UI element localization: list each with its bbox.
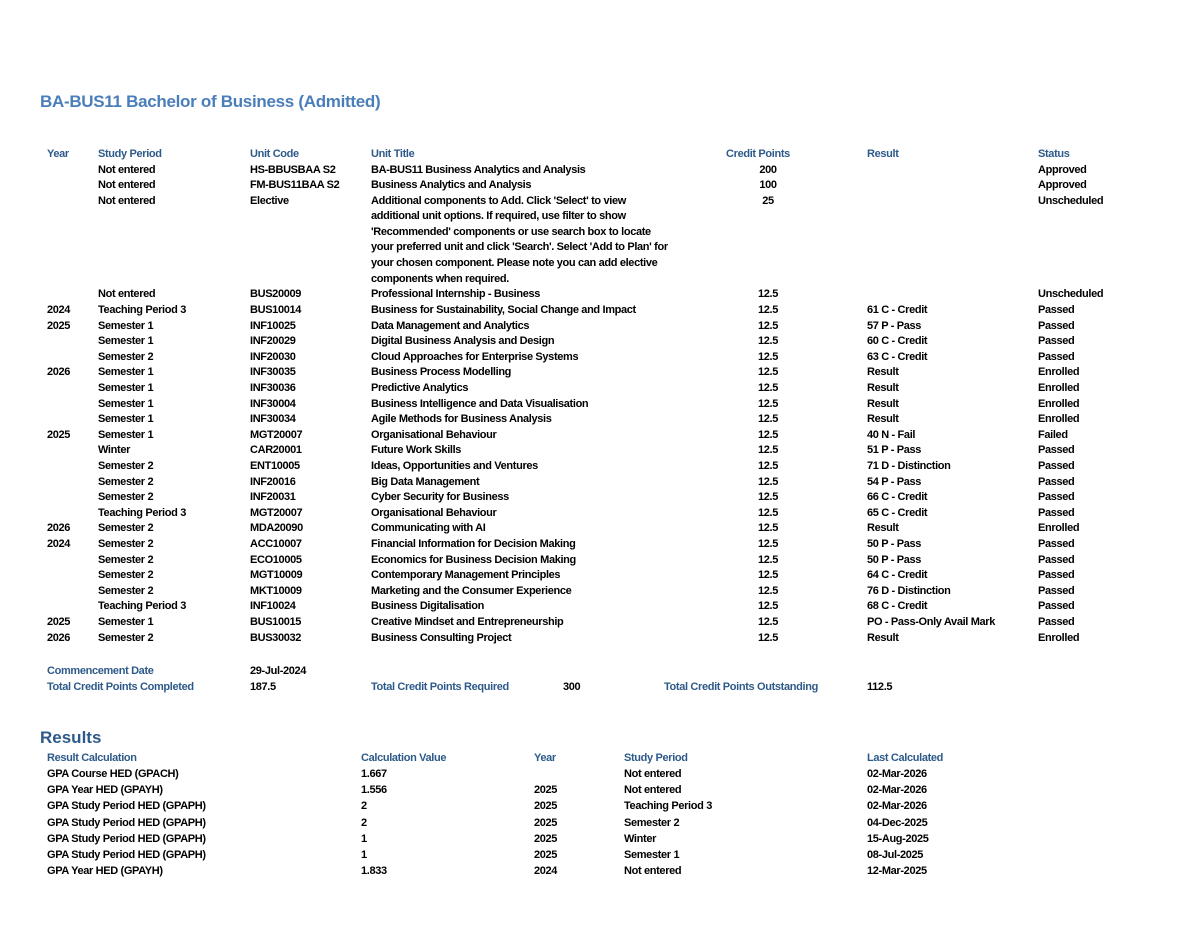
cell-result-calculation: GPA Study Period HED (GPAPH) <box>47 800 206 813</box>
cell-unit-code: CAR20001 <box>250 444 302 457</box>
cell-credit-points: 12.5 <box>757 569 778 582</box>
cell-status: Passed <box>1038 506 1075 519</box>
header-results-year: Year <box>534 752 556 764</box>
cell-unit-title: Economics for Business Decision Making <box>371 553 576 566</box>
cell-status: Passed <box>1038 475 1075 488</box>
cell-unit-title: Business for Sustainability, Social Change and Impact <box>371 303 636 316</box>
table-row <box>0 475 1200 491</box>
cell-unit-title: Business Analytics and Analysis <box>371 179 532 192</box>
cell-year: 2025 <box>534 816 558 829</box>
header-year: Year <box>47 148 69 160</box>
cell-result: 64 C - Credit <box>867 569 928 582</box>
cell-unit-code: FM-BUS11BAA S2 <box>250 179 340 192</box>
cell-credit-points: 12.5 <box>757 553 778 566</box>
cell-result: 51 P - Pass <box>867 444 922 457</box>
table-row <box>0 506 1200 522</box>
table-row <box>0 833 1200 849</box>
results-section-title: Results <box>40 728 102 747</box>
cell-study-period: Semester 2 <box>98 491 154 504</box>
cell-result: 68 C - Credit <box>867 600 928 613</box>
cell-credit-points: 25 <box>762 194 774 207</box>
cell-result: Result <box>867 397 899 410</box>
cell-study-period: Semester 1 <box>98 413 154 426</box>
cell-unit-title: Business Intelligence and Data Visualisation <box>371 397 589 410</box>
credit-points-outstanding-value: 112.5 <box>867 681 893 693</box>
table-row <box>0 428 1200 444</box>
cell-unit-title: Organisational Behaviour <box>371 506 497 519</box>
cell-credit-points: 100 <box>759 179 777 192</box>
cell-last-calculated: 04-Dec-2025 <box>867 816 928 829</box>
table-row <box>0 334 1200 350</box>
table-row <box>0 521 1200 537</box>
cell-result: 76 D - Distinction <box>867 584 951 597</box>
cell-year: 2025 <box>534 849 558 861</box>
cell-calculation-value: 1.667 <box>361 768 387 780</box>
cell-status: Unscheduled <box>1038 288 1104 301</box>
cell-study-period: Semester 2 <box>98 553 154 566</box>
table-row <box>0 397 1200 413</box>
commencement-date-label: Commencement Date <box>47 665 154 677</box>
cell-study-period: Semester 2 <box>98 459 154 472</box>
cell-last-calculated: 15-Aug-2025 <box>867 832 929 845</box>
cell-unit-code: ACC10007 <box>250 537 302 550</box>
cell-unit-title: Predictive Analytics <box>371 381 469 394</box>
cell-study-period: Teaching Period 3 <box>98 303 186 316</box>
cell-unit-code: BUS10014 <box>250 303 302 316</box>
cell-status: Passed <box>1038 569 1075 582</box>
cell-result: Result <box>867 381 899 394</box>
table-row <box>0 163 1200 179</box>
cell-calculation-value: 1 <box>361 849 367 861</box>
cell-credit-points: 12.5 <box>757 288 778 301</box>
cell-unit-code: BUS10015 <box>250 615 302 628</box>
table-row <box>0 490 1200 506</box>
cell-last-calculated: 02-Mar-2026 <box>867 768 927 780</box>
cell-year: 2025 <box>47 428 71 441</box>
cell-study-period: Teaching Period 3 <box>98 506 186 519</box>
cell-result: 65 C - Credit <box>867 506 928 519</box>
cell-result: 40 N - Fail <box>867 428 916 441</box>
header-results-study-period: Study Period <box>624 752 688 764</box>
cell-unit-code: INF30036 <box>250 381 296 394</box>
cell-unit-code: INF10025 <box>250 319 296 332</box>
cell-unit-code: INF30035 <box>250 366 296 379</box>
cell-study-period: Semester 2 <box>98 522 154 535</box>
cell-status: Failed <box>1038 428 1068 441</box>
cell-unit-title: Cloud Approaches for Enterprise Systems <box>371 350 579 363</box>
cell-status: Enrolled <box>1038 522 1080 535</box>
cell-study-period: Not entered <box>624 784 682 797</box>
cell-credit-points: 12.5 <box>757 444 778 457</box>
cell-unit-code: INF30034 <box>250 413 296 426</box>
cell-study-period: Semester 2 <box>624 816 680 829</box>
cell-credit-points: 12.5 <box>757 397 778 410</box>
cell-status: Passed <box>1038 537 1075 550</box>
cell-study-period: Winter <box>98 444 131 457</box>
cell-credit-points: 12.5 <box>757 428 778 441</box>
cell-year: 2026 <box>47 522 71 535</box>
page-title: BA-BUS11 Bachelor of Business (Admitted) <box>40 92 381 111</box>
cell-result: Result <box>867 366 899 379</box>
table-row <box>0 381 1200 397</box>
results-table-header <box>0 752 1200 768</box>
cell-year: 2025 <box>534 784 558 797</box>
cell-credit-points: 12.5 <box>757 584 778 597</box>
cell-study-period: Semester 1 <box>98 428 154 441</box>
cell-study-period: Not entered <box>98 288 156 301</box>
cell-year: 2026 <box>47 631 71 644</box>
cell-credit-points: 12.5 <box>757 366 778 379</box>
cell-year: 2025 <box>47 319 71 332</box>
cell-unit-title: Data Management and Analytics <box>371 319 530 332</box>
cell-credit-points: 200 <box>759 163 777 176</box>
cell-unit-title: Contemporary Management Principles <box>371 569 561 582</box>
cell-study-period: Winter <box>624 832 657 845</box>
table-row <box>0 631 1200 647</box>
cell-status: Enrolled <box>1038 381 1080 394</box>
cell-calculation-value: 1.556 <box>361 784 387 797</box>
cell-study-period: Semester 1 <box>98 366 154 379</box>
cell-unit-code: ECO10005 <box>250 553 302 566</box>
table-row <box>0 350 1200 366</box>
cell-unit-title: Agile Methods for Business Analysis <box>371 413 552 426</box>
cell-unit-title: Creative Mindset and Entrepreneurship <box>371 615 564 628</box>
cell-credit-points: 12.5 <box>757 475 778 488</box>
cell-study-period: Semester 1 <box>624 849 680 861</box>
cell-credit-points: 12.5 <box>757 506 778 519</box>
cell-last-calculated: 12-Mar-2025 <box>867 865 927 878</box>
cell-status: Passed <box>1038 553 1075 566</box>
table-row <box>0 584 1200 600</box>
cell-study-period: Semester 2 <box>98 569 154 582</box>
table-row <box>0 319 1200 335</box>
cell-result: Result <box>867 522 899 535</box>
cell-unit-code: INF20029 <box>250 335 296 348</box>
cell-result: 60 C - Credit <box>867 335 928 348</box>
header-study-period: Study Period <box>98 148 162 160</box>
cell-status: Passed <box>1038 303 1075 316</box>
cell-status: Passed <box>1038 319 1075 332</box>
header-unit-code: Unit Code <box>250 148 299 160</box>
cell-unit-title: Big Data Management <box>371 475 480 488</box>
cell-year: 2024 <box>47 303 71 316</box>
cell-calculation-value: 2 <box>361 816 367 829</box>
commencement-date-value: 29-Jul-2024 <box>250 665 307 677</box>
cell-last-calculated: 02-Mar-2026 <box>867 800 927 813</box>
cell-result: 71 D - Distinction <box>867 459 951 472</box>
cell-study-period: Not entered <box>98 179 156 192</box>
cell-unit-title: Business Consulting Project <box>371 631 512 644</box>
table-row <box>0 537 1200 553</box>
cell-status: Enrolled <box>1038 413 1080 426</box>
credit-points-outstanding-label: Total Credit Points Outstanding <box>664 681 818 693</box>
cell-unit-title: Business Digitalisation <box>371 600 484 613</box>
cell-credit-points: 12.5 <box>757 459 778 472</box>
cell-result-calculation: GPA Year HED (GPAYH) <box>47 865 163 878</box>
header-last-calculated: Last Calculated <box>867 752 944 764</box>
cell-status: Passed <box>1038 600 1075 613</box>
cell-unit-title: Marketing and the Consumer Experience <box>371 584 572 597</box>
header-status: Status <box>1038 148 1070 160</box>
cell-year: 2025 <box>534 800 558 813</box>
table-row <box>0 443 1200 459</box>
cell-status: Passed <box>1038 615 1075 628</box>
cell-credit-points: 12.5 <box>757 631 778 644</box>
cell-credit-points: 12.5 <box>757 413 778 426</box>
cell-result: Result <box>867 631 899 644</box>
cell-unit-code: BUS20009 <box>250 288 302 301</box>
table-row <box>0 865 1200 881</box>
table-row <box>0 365 1200 381</box>
cell-status: Approved <box>1038 179 1087 192</box>
table-row <box>0 412 1200 428</box>
cell-unit-code: ENT10005 <box>250 459 300 472</box>
cell-study-period: Semester 2 <box>98 584 154 597</box>
cell-study-period: Semester 2 <box>98 631 154 644</box>
cell-result: 57 P - Pass <box>867 319 922 332</box>
cell-result-calculation: GPA Study Period HED (GPAPH) <box>47 832 206 845</box>
cell-credit-points: 12.5 <box>757 319 778 332</box>
header-result: Result <box>867 148 899 160</box>
cell-result: PO - Pass-Only Avail Mark <box>867 615 995 628</box>
cell-unit-code: MKT10009 <box>250 584 302 597</box>
cell-status: Passed <box>1038 335 1075 348</box>
cell-credit-points: 12.5 <box>757 522 778 535</box>
cell-unit-title: BA-BUS11 Business Analytics and Analysis <box>371 163 586 176</box>
credit-points-completed-label: Total Credit Points Completed <box>47 681 194 693</box>
cell-result: 63 C - Credit <box>867 350 928 363</box>
cell-unit-title: Professional Internship - Business <box>371 288 541 301</box>
cell-credit-points: 12.5 <box>757 335 778 348</box>
cell-study-period: Teaching Period 3 <box>98 600 186 613</box>
cell-unit-code: BUS30032 <box>250 631 302 644</box>
cell-unit-title: Financial Information for Decision Making <box>371 537 576 550</box>
cell-unit-title: Organisational Behaviour <box>371 428 497 441</box>
cell-unit-code: MDA20090 <box>250 522 303 535</box>
cell-result-calculation: GPA Study Period HED (GPAPH) <box>47 849 206 861</box>
cell-study-period: Semester 1 <box>98 381 154 394</box>
cell-result-calculation: GPA Study Period HED (GPAPH) <box>47 816 206 829</box>
cell-status: Passed <box>1038 584 1075 597</box>
cell-result-calculation: GPA Year HED (GPAYH) <box>47 784 163 797</box>
cell-study-period: Semester 1 <box>98 319 154 332</box>
table-row <box>0 459 1200 475</box>
cell-credit-points: 12.5 <box>757 600 778 613</box>
cell-unit-code: INF20016 <box>250 475 296 488</box>
cell-status: Enrolled <box>1038 631 1080 644</box>
cell-unit-code: HS-BBUSBAA S2 <box>250 163 336 176</box>
cell-unit-code: MGT20007 <box>250 506 303 519</box>
table-row <box>0 768 1200 784</box>
cell-study-period: Semester 2 <box>98 350 154 363</box>
cell-credit-points: 12.5 <box>757 491 778 504</box>
table-row <box>0 615 1200 631</box>
table-row <box>0 553 1200 569</box>
cell-calculation-value: 1.833 <box>361 865 387 878</box>
table-row <box>0 800 1200 816</box>
header-calculation-value: Calculation Value <box>361 752 447 764</box>
cell-credit-points: 12.5 <box>757 537 778 550</box>
cell-calculation-value: 2 <box>361 800 367 813</box>
cell-status: Unscheduled <box>1038 194 1104 207</box>
table-row <box>0 599 1200 615</box>
cell-last-calculated: 08-Jul-2025 <box>867 849 924 861</box>
cell-year: 2024 <box>47 537 71 550</box>
cell-study-period: Semester 1 <box>98 397 154 410</box>
cell-status: Enrolled <box>1038 397 1080 410</box>
plan-table-header <box>0 147 1200 163</box>
cell-result: 50 P - Pass <box>867 537 922 550</box>
cell-unit-title: Future Work Skills <box>371 444 462 457</box>
table-row <box>0 287 1200 303</box>
credit-points-completed-value: 187.5 <box>250 681 276 693</box>
cell-study-period: Semester 1 <box>98 615 154 628</box>
table-row <box>0 817 1200 833</box>
cell-year: 2026 <box>47 366 71 379</box>
cell-study-period: Not entered <box>624 865 682 878</box>
cell-year: 2025 <box>47 615 71 628</box>
table-row <box>0 178 1200 194</box>
cell-year: 2025 <box>534 832 558 845</box>
header-result-calculation: Result Calculation <box>47 752 137 764</box>
cell-unit-title: Business Process Modelling <box>371 366 512 379</box>
credit-points-required-value: 300 <box>563 681 581 693</box>
cell-unit-code: Elective <box>250 194 289 207</box>
cell-credit-points: 12.5 <box>757 381 778 394</box>
cell-calculation-value: 1 <box>361 832 367 845</box>
cell-study-period: Semester 2 <box>98 475 154 488</box>
cell-unit-code: MGT10009 <box>250 569 303 582</box>
cell-status: Approved <box>1038 163 1087 176</box>
cell-status: Passed <box>1038 459 1075 472</box>
cell-status: Enrolled <box>1038 366 1080 379</box>
cell-year: 2024 <box>534 865 558 878</box>
cell-status: Passed <box>1038 491 1075 504</box>
table-row <box>0 568 1200 584</box>
header-unit-title: Unit Title <box>371 148 415 160</box>
table-row <box>0 849 1200 865</box>
cell-unit-code: MGT20007 <box>250 428 303 441</box>
cell-result: 61 C - Credit <box>867 303 928 316</box>
cell-credit-points: 12.5 <box>757 350 778 363</box>
cell-unit-title: Digital Business Analysis and Design <box>371 335 555 348</box>
cell-status: Passed <box>1038 444 1075 457</box>
header-credit-points: Credit Points <box>726 148 790 160</box>
cell-unit-code: INF30004 <box>250 397 296 410</box>
cell-unit-title: Cyber Security for Business <box>371 491 509 504</box>
cell-result: 50 P - Pass <box>867 553 922 566</box>
cell-credit-points: 12.5 <box>757 615 778 628</box>
cell-unit-code: INF20031 <box>250 491 296 504</box>
table-row <box>0 303 1200 319</box>
table-row <box>0 784 1200 800</box>
cell-status: Passed <box>1038 350 1075 363</box>
credit-points-required-label: Total Credit Points Required <box>371 681 509 693</box>
cell-result: 54 P - Pass <box>867 475 922 488</box>
cell-unit-title: Additional components to Add. Click 'Select' to view additional unit options. If required, use filter to show 'Recommended' components or use search box to locate your preferred unit and click 'Search'. Select 'Add to Plan' for your chosen component. Please note you can add elective components when required. <box>371 194 668 285</box>
cell-last-calculated: 02-Mar-2026 <box>867 784 927 797</box>
cell-study-period: Not entered <box>98 163 156 176</box>
cell-unit-code: INF20030 <box>250 350 296 363</box>
cell-study-period: Teaching Period 3 <box>624 800 712 813</box>
cell-study-period: Not entered <box>624 768 682 780</box>
cell-study-period: Not entered <box>98 194 156 207</box>
table-row <box>0 194 1200 288</box>
cell-unit-title: Ideas, Opportunities and Ventures <box>371 459 538 472</box>
cell-unit-title: Communicating with AI <box>371 522 486 535</box>
cell-result: 66 C - Credit <box>867 491 928 504</box>
cell-unit-code: INF10024 <box>250 600 296 613</box>
cell-study-period: Semester 2 <box>98 537 154 550</box>
cell-result: Result <box>867 413 899 426</box>
cell-result-calculation: GPA Course HED (GPACH) <box>47 768 179 780</box>
cell-credit-points: 12.5 <box>757 303 778 316</box>
cell-study-period: Semester 1 <box>98 335 154 348</box>
